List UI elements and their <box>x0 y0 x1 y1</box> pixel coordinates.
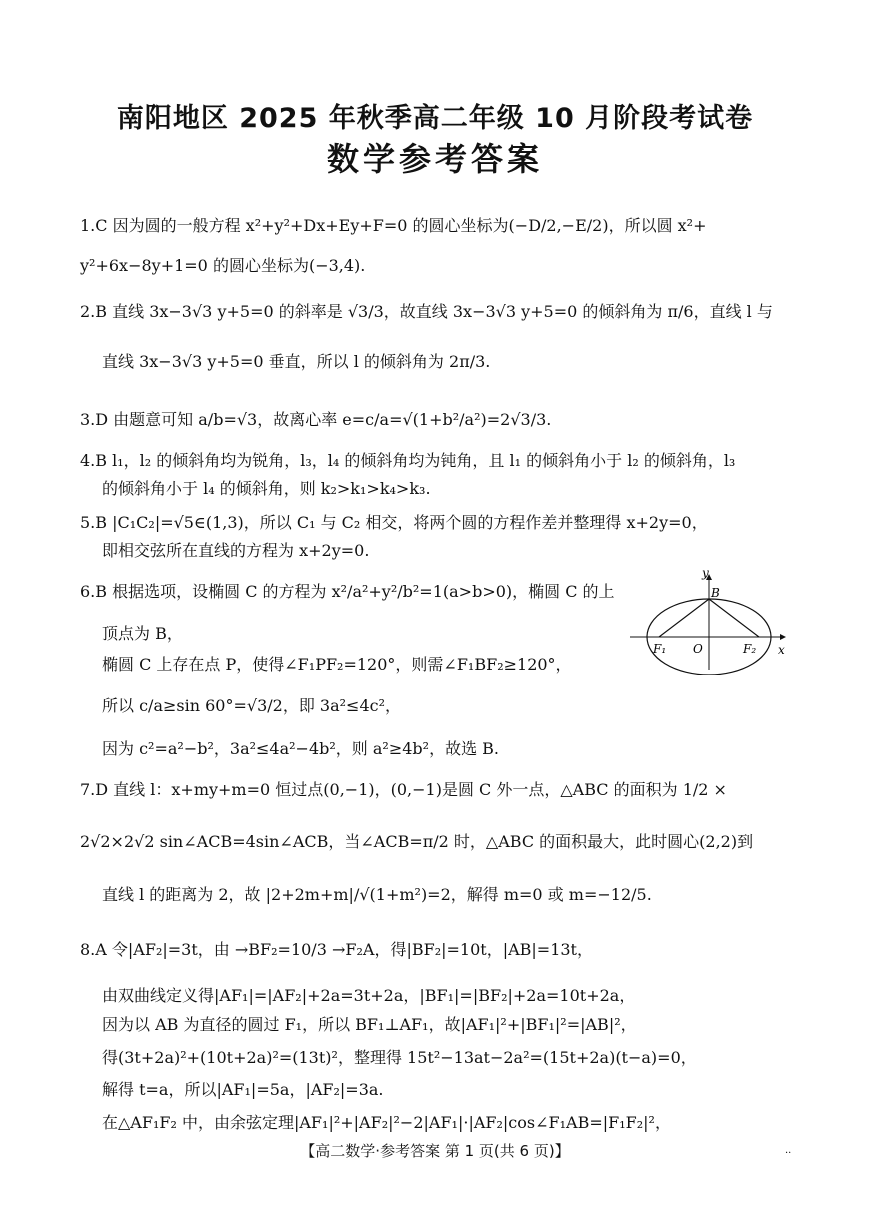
answer-line: 7.D 直线 l：x+my+m=0 恒过点(0,−1)，(0,−1)是圆 C 外一点，△ABC 的面积为 1/2 × <box>80 780 727 799</box>
ellipse-diagram <box>625 565 795 675</box>
page-title: 南阳地区 2025 年秋季高二年级 10 月阶段考试卷 <box>116 103 754 134</box>
answer-line: y²+6x−8y+1=0 的圆心坐标为(−3,4). <box>80 256 366 275</box>
answer-line: 2√2×2√2 sin∠ACB=4sin∠ACB，当∠ACB=π/2 时，△ABC 的面积最大，此时圆心(2,2)到 <box>80 832 754 851</box>
answer-line: 2.B 直线 3x−3√3 y+5=0 的斜率是 √3/3，故直线 3x−3√3 y+5=0 的倾斜角为 π/6，直线 l 与 <box>80 302 773 321</box>
answer-line: 5.B |C₁C₂|=√5∈(1,3)，所以 C₁ 与 C₂ 相交，将两个圆的方程作差并整理得 x+2y=0， <box>80 513 708 532</box>
answer-line: 解得 t=a，所以|AF₁|=5a，|AF₂|=3a. <box>102 1080 384 1099</box>
answer-line: 的倾斜角小于 l₄ 的倾斜角，则 k₂>k₁>k₄>k₃. <box>102 479 431 498</box>
answer-line: 4.B l₁，l₂ 的倾斜角均为锐角，l₃，l₄ 的倾斜角均为钝角，且 l₁ 的倾斜角小于 l₂ 的倾斜角，l₃ <box>80 451 736 470</box>
answer-line: 直线 l 的距离为 2，故 |2+2m+m|/√(1+m²)=2，解得 m=0 或 m=−12/5. <box>102 885 652 904</box>
page-footer: 【高二数学·参考答案 第 1 页(共 6 页)】 <box>300 1142 570 1160</box>
answer-line: 6.B 根据选项，设椭圆 C 的方程为 x²/a²+y²/b²=1(a>b>0)，椭圆 C 的上 <box>80 582 615 601</box>
f2-label: F₂ <box>743 642 757 656</box>
origin-label: O <box>693 642 703 656</box>
corner-mark: ·· <box>785 1148 792 1159</box>
y-axis-label: y <box>702 566 709 580</box>
answer-line: 3.D 由题意可知 a/b=√3，故离心率 e=c/a=√(1+b²/a²)=2√3/3. <box>80 410 552 429</box>
answer-line: 因为 c²=a²−b²，3a²≤4a²−4b²，则 a²≥4b²，故选 B. <box>102 739 500 758</box>
answer-line: 所以 c/a≥sin 60°=√3/2，即 3a²≤4c²， <box>102 696 401 715</box>
answer-line: 因为以 AB 为直径的圆过 F₁，所以 BF₁⊥AF₁，故|AF₁|²+|BF₁|²=|AB|²， <box>102 1015 637 1034</box>
answer-line: 在△AF₁F₂ 中，由余弦定理|AF₁|²+|AF₂|²−2|AF₁|·|AF₂|cos∠F₁AB=|F₁F₂|²， <box>102 1113 671 1132</box>
answer-line: 由双曲线定义得|AF₁|=|AF₂|+2a=3t+2a，|BF₁|=|BF₂|+2a=10t+2a， <box>102 986 636 1005</box>
x-axis-label: x <box>778 643 785 657</box>
answer-line: 顶点为 B， <box>102 624 183 643</box>
answer-line: 8.A 令|AF₂|=3t，由 →BF₂=10/3 →F₂A，得|BF₂|=10t，|AB|=13t， <box>80 940 593 959</box>
page-subtitle: 数学参考答案 <box>326 140 543 178</box>
answer-line: 得(3t+2a)²+(10t+2a)²=(13t)²，整理得 15t²−13at−2a²=(15t+2a)(t−a)=0， <box>102 1048 697 1067</box>
answer-line: 直线 3x−3√3 y+5=0 垂直，所以 l 的倾斜角为 2π/3. <box>102 352 491 371</box>
answer-line: 即相交弦所在直线的方程为 x+2y=0. <box>102 541 370 560</box>
answer-line: 椭圆 C 上存在点 P，使得∠F₁PF₂=120°，则需∠F₁BF₂≥120°， <box>102 655 572 674</box>
f1-label: F₁ <box>653 642 667 656</box>
point-b-label: B <box>711 586 720 600</box>
answer-line: 1.C 因为圆的一般方程 x²+y²+Dx+Ey+F=0 的圆心坐标为(−D/2,−E/2)，所以圆 x²+ <box>80 216 707 235</box>
